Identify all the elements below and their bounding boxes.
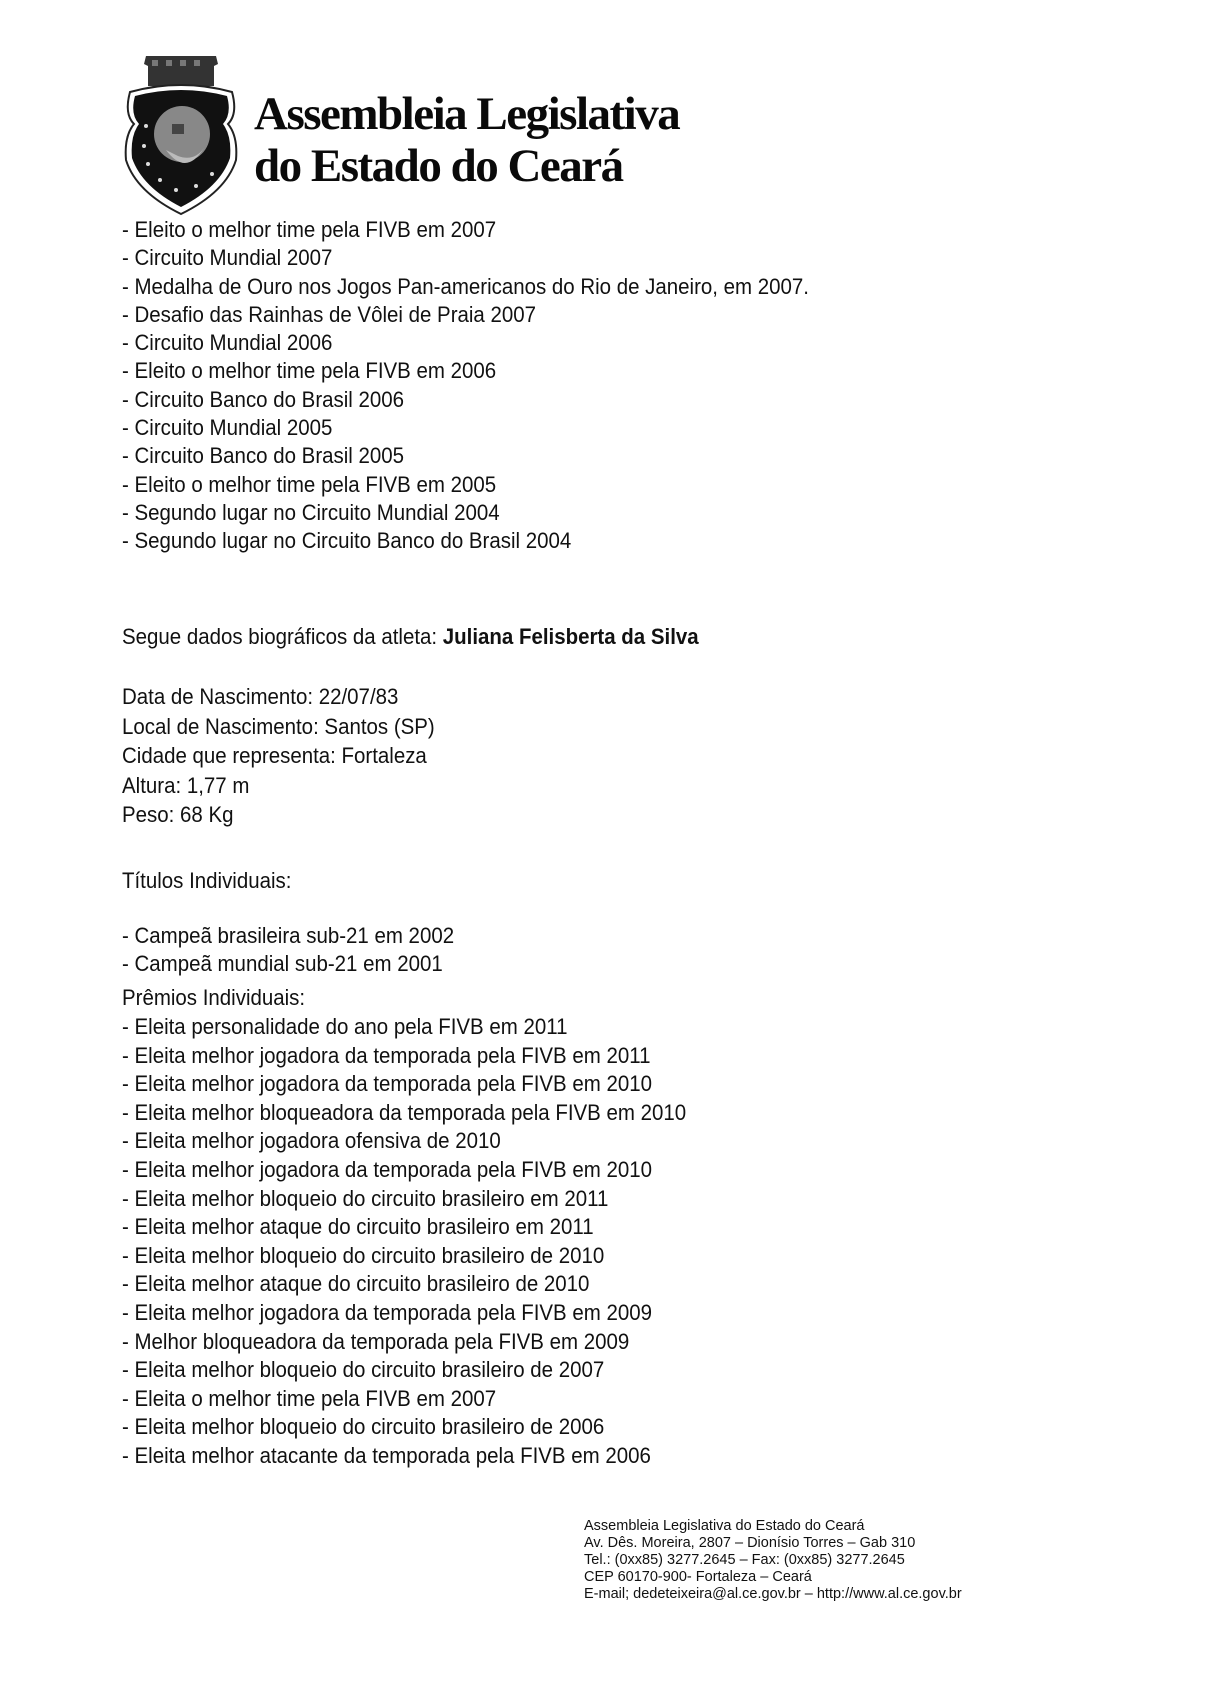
list-item: - Desafio das Rainhas de Vôlei de Praia 2007: [122, 301, 537, 327]
list-item: - Eleito o melhor time pela FIVB em 2005: [122, 471, 497, 497]
letterhead: [112, 52, 732, 217]
list-item: - Segundo lugar no Circuito Mundial 2004: [122, 499, 500, 525]
athlete-name: Juliana Felisberta da Silva: [442, 624, 699, 649]
team-titles-list: [122, 216, 861, 556]
bio-details: [122, 682, 458, 830]
individual-awards-heading: Prêmios Individuais:: [122, 985, 306, 1010]
individual-titles-list: [122, 922, 479, 979]
footer-contact: [584, 1518, 962, 1603]
footer-org-name: Assembleia Legislativa do Estado do Ceará: [584, 1518, 865, 1534]
list-item: - Circuito Banco do Brasil 2005: [122, 443, 405, 469]
birth-place: Local de Nascimento: Santos (SP): [122, 713, 435, 739]
list-item: - Eleita melhor jogadora da temporada pela FIVB em 2009: [122, 1299, 652, 1325]
list-item: - Eleita melhor bloqueio do circuito brasileiro de 2007: [122, 1357, 605, 1383]
list-item: - Campeã mundial sub-21 em 2001: [122, 951, 443, 977]
bio-intro: [122, 624, 699, 650]
footer-email-web: E-mail; dedeteixeira@al.ce.gov.br – http://www.al.ce.gov.br: [584, 1586, 962, 1602]
organization-name: [254, 88, 679, 192]
list-item: - Circuito Mundial 2006: [122, 330, 333, 356]
org-name-line-1: Assembleia Legislativa: [254, 88, 680, 140]
list-item: - Eleita melhor bloqueio do circuito brasileiro em 2011: [122, 1185, 609, 1211]
list-item: - Eleita melhor atacante da temporada pela FIVB em 2006: [122, 1442, 651, 1468]
represented-city: Cidade que representa: Fortaleza: [122, 743, 427, 768]
list-item: - Eleita melhor jogadora da temporada pela FIVB em 2010: [122, 1156, 652, 1182]
list-item: - Campeã brasileira sub-21 em 2002: [122, 923, 455, 948]
footer-address: Av. Dês. Moreira, 2807 – Dionísio Torres – Gab 310: [584, 1535, 916, 1551]
list-item: - Eleita melhor bloqueio do circuito brasileiro de 2010: [122, 1242, 605, 1268]
list-item: - Medalha de Ouro nos Jogos Pan-americanos do Rio de Janeiro, em 2007.: [122, 273, 809, 299]
footer-postal-code: CEP 60170-900- Fortaleza – Ceará: [584, 1569, 812, 1585]
height: Altura: 1,77 m: [122, 772, 250, 798]
list-item: - Eleita personalidade do ano pela FIVB em 2011: [122, 1014, 568, 1039]
list-item: - Eleita o melhor time pela FIVB em 2007: [122, 1385, 497, 1411]
list-item: - Eleita melhor jogadora ofensiva de 2010: [122, 1128, 501, 1154]
footer-phone-fax: Tel.: (0xx85) 3277.2645 – Fax: (0xx85) 3277.2645: [584, 1552, 905, 1568]
list-item: - Circuito Mundial 2007: [122, 245, 333, 271]
list-item: - Circuito Banco do Brasil 2006: [122, 386, 405, 412]
weight: Peso: 68 Kg: [122, 802, 234, 827]
individual-awards-list: [122, 1013, 729, 1471]
list-item: - Eleita melhor bloqueio do circuito brasileiro de 2006: [122, 1414, 605, 1440]
list-item: - Eleito o melhor time pela FIVB em 2007: [122, 217, 497, 242]
list-item: - Eleita melhor ataque do circuito brasileiro em 2011: [122, 1214, 594, 1240]
list-item: - Segundo lugar no Circuito Banco do Brasil 2004: [122, 528, 572, 554]
state-coat-of-arms-icon: [116, 52, 246, 217]
list-item: - Eleita melhor bloqueadora da temporada pela FIVB em 2010: [122, 1099, 687, 1125]
list-item: - Circuito Mundial 2005: [122, 415, 333, 441]
intro-text: Segue dados biográficos da atleta:: [122, 624, 443, 649]
list-item: - Eleita melhor ataque do circuito brasileiro de 2010: [122, 1271, 590, 1297]
individual-titles-heading: Títulos Individuais:: [122, 868, 292, 893]
birth-date: Data de Nascimento: 22/07/83: [122, 684, 399, 709]
list-item: - Eleito o melhor time pela FIVB em 2006: [122, 358, 497, 384]
org-name-line-2: do Estado do Ceará: [254, 140, 623, 192]
list-item: - Melhor bloqueadora da temporada pela FIVB em 2009: [122, 1328, 630, 1354]
list-item: - Eleita melhor jogadora da temporada pela FIVB em 2011: [122, 1042, 651, 1068]
list-item: - Eleita melhor jogadora da temporada pela FIVB em 2010: [122, 1071, 652, 1097]
